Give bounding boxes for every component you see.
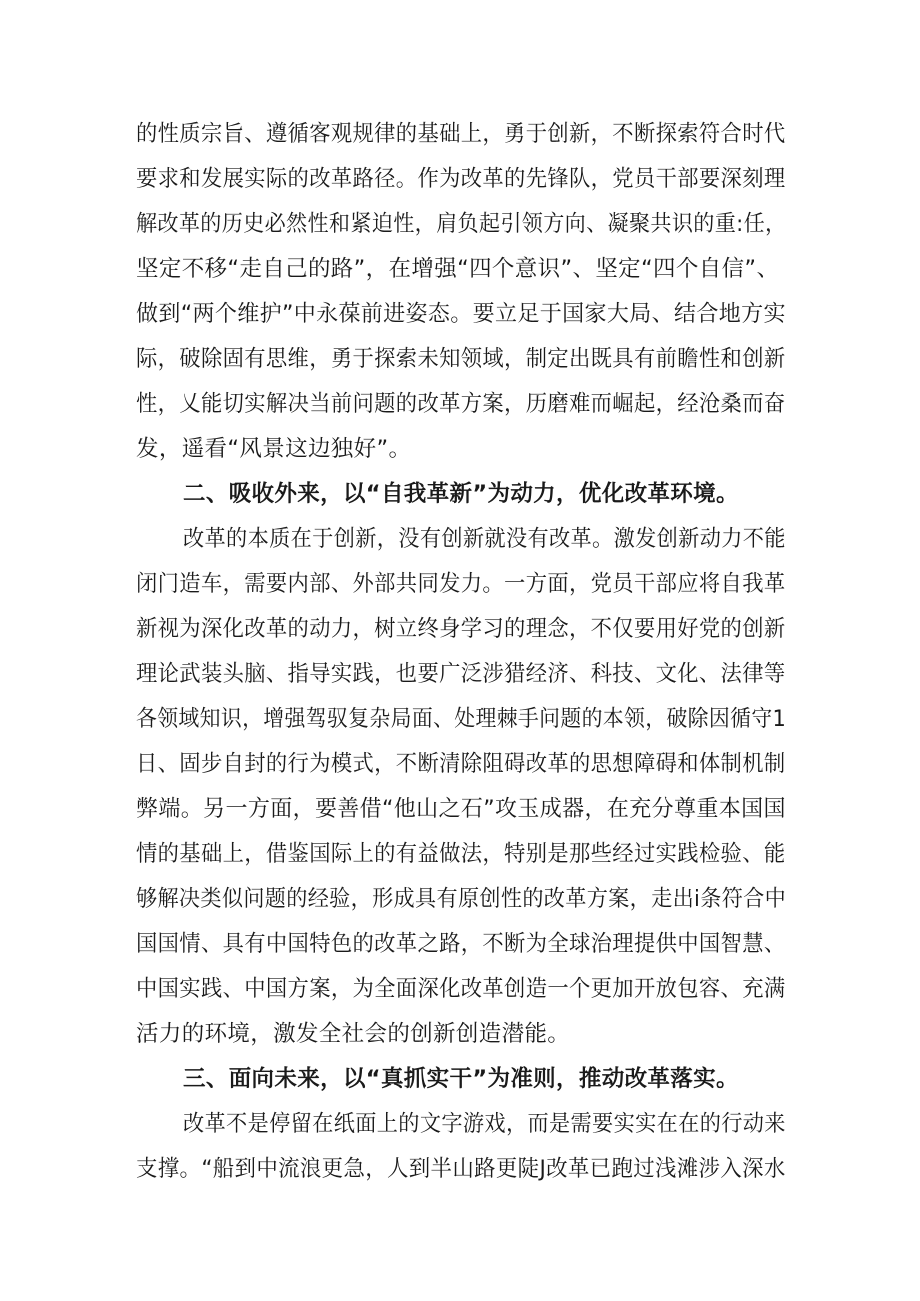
paragraph-2-line-8: 情的基础上，借鉴国际上的有益做法，特别是那些经过实践检验、能 bbox=[136, 841, 786, 867]
paragraph-2-line-11: 中国实践、中国方案，为全面深化改革创造一个更加开放包容、充满 bbox=[136, 976, 786, 1002]
paragraph-2-line-12: 活力的环境，激发全社会的创新创造潜能。 bbox=[136, 1021, 571, 1047]
paragraph-1-line-4: 坚定不移“走自己的路”，在增强“四个意识”、坚定“四个自信”、 bbox=[136, 256, 780, 282]
paragraph-2-line-7: 弊端。另一方面，要善借“他山之石”攻玉成器，在充分尊重本国国 bbox=[136, 796, 786, 822]
paragraph-2-line-5: 各领域知识，增强驾驭复杂局面、处理棘手问题的本领，破除因循守1 bbox=[136, 706, 787, 732]
paragraph-2-line-1: 改革的本质在于创新，没有创新就没有改革。激发创新动力不能 bbox=[183, 526, 786, 552]
paragraph-1-line-7: 性，乂能切实解决当前问题的改革方案，历磨难而崛起，经沧桑而奋 bbox=[136, 391, 786, 417]
paragraph-1-line-3: 解改革的历史必然性和紧迫性，肩负起引领方向、凝聚共识的重:任， bbox=[136, 211, 787, 237]
paragraph-2-line-3: 新视为深化改革的动力，树立终身学习的理念，不仅要用好党的创新 bbox=[136, 616, 786, 642]
paragraph-3-line-2: 支撑。“船到中流浪更急，人到半山路更陡J改革已跑过浅滩涉入深水 bbox=[136, 1156, 786, 1182]
paragraph-3-line-1: 改革不是停留在纸面上的文字游戏，而是需要实实在在的行动来 bbox=[183, 1111, 786, 1137]
paragraph-2-line-10: 国国情、具有中国特色的改革之路，不断为全球治理提供中国智慧、 bbox=[136, 931, 786, 957]
paragraph-1-line-8: 发，遥看“风景这边独好”。 bbox=[136, 436, 412, 462]
section-2-heading: 二、吸收外来，以“自我革新”为动力，优化改革环境。 bbox=[183, 481, 739, 507]
paragraph-2-line-4: 理论武装头脑、指导实践，也要广泛涉猎经济、科技、文化、法律等 bbox=[136, 661, 786, 687]
paragraph-1-line-6: 际，破除固有思维，勇于探索未知领域，制定出既具有前瞻性和创新 bbox=[136, 346, 786, 372]
paragraph-2-line-9: 够解决类似问题的经验，形成具有原创性的改革方案，走出i条符合中 bbox=[136, 886, 787, 912]
paragraph-2-line-2: 闭门造车，需要内部、外部共同发力。一方面，党员干部应将自我革 bbox=[136, 571, 786, 597]
paragraph-1-line-5: 做到“两个维护”中永葆前进姿态。要立足于国家大局、结合地方实 bbox=[136, 301, 786, 327]
paragraph-2-line-6: 日、固步自封的行为模式，不断清除阻碍改革的思想障碍和体制机制 bbox=[136, 751, 786, 777]
section-3-heading: 三、面向未来，以“真抓实干”为准则，推动改革落实。 bbox=[183, 1066, 739, 1092]
paragraph-1-line-2: 要求和发展实际的改革路径。作为改革的先锋队，党员干部要深刻理 bbox=[136, 166, 786, 192]
paragraph-1-line-1: 的性质宗旨、遵循客观规律的基础上，勇于创新，不断探索符合时代 bbox=[136, 121, 786, 147]
